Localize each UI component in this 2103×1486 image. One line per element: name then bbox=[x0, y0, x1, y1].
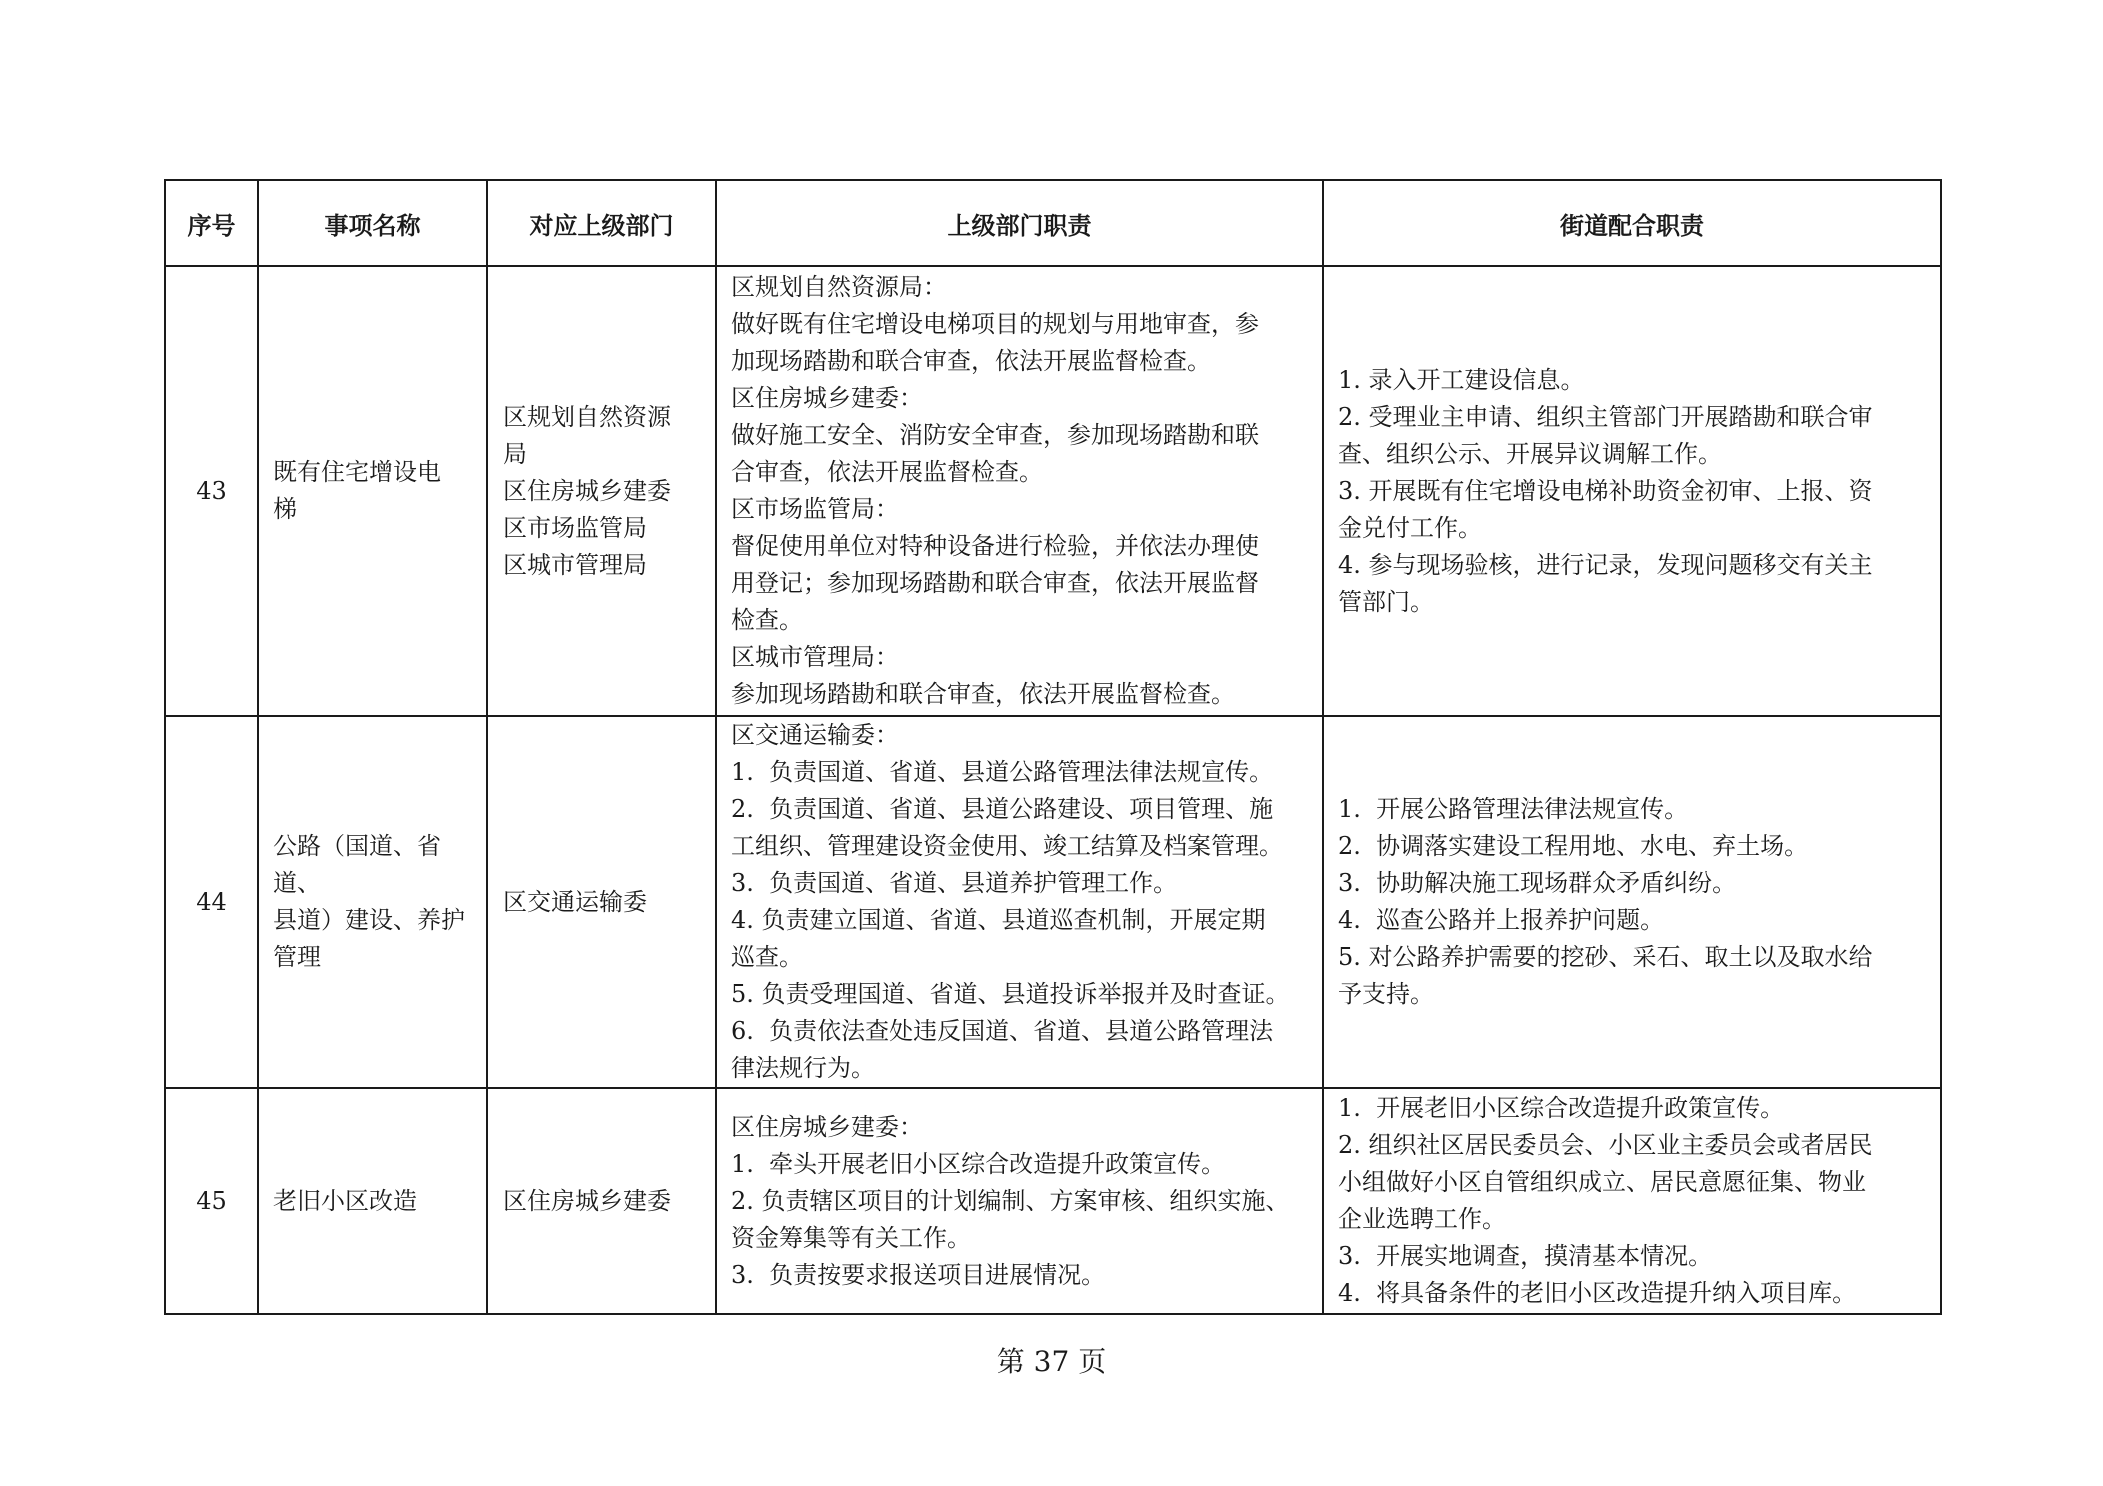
item-name-line: 县道）建设、养护 bbox=[273, 906, 465, 934]
department-cell bbox=[487, 1088, 716, 1314]
duty-line: 1. 负责国道、省道、县道公路管理法律法规宣传。 bbox=[731, 758, 1274, 786]
department-line: 区规划自然资源 bbox=[503, 402, 671, 431]
duty-line: 巡查。 bbox=[731, 943, 803, 971]
page-number: 第 37 页 bbox=[996, 1345, 1107, 1378]
duty-line: 5. 负责受理国道、省道、县道投诉举报并及时查证。 bbox=[731, 980, 1290, 1008]
item-name-line: 公路（国道、省道、 bbox=[273, 832, 441, 897]
duty-line: 区规划自然资源局： bbox=[731, 273, 947, 301]
department-line: 区交通运输委 bbox=[503, 887, 647, 916]
duty-line: 检查。 bbox=[731, 606, 803, 634]
duty-line: 区住房城乡建委： bbox=[731, 1112, 923, 1141]
street-duty-line: 2. 受理业主申请、组织主管部门开展踏勘和联合审 bbox=[1338, 402, 1873, 431]
street-duty-line: 3. 开展实地调查，摸清基本情况。 bbox=[1338, 1242, 1713, 1270]
department-cell bbox=[487, 266, 716, 716]
department-duties-cell bbox=[716, 266, 1323, 716]
street-duties-cell bbox=[1323, 266, 1941, 716]
duty-line: 区住房城乡建委： bbox=[731, 384, 923, 412]
duty-line: 2. 负责国道、省道、县道公路建设、项目管理、施 bbox=[731, 795, 1274, 823]
duty-line: 督促使用单位对特种设备进行检验，并依法办理使 bbox=[731, 532, 1259, 560]
header-street-duties: 街道配合职责 bbox=[1323, 180, 1941, 266]
street-duty-line: 5. 对公路养护需要的挖砂、采石、取土以及取水给 bbox=[1338, 943, 1873, 971]
duty-table bbox=[164, 179, 1942, 1315]
street-duty-line: 1. 开展公路管理法律法规宣传。 bbox=[1338, 795, 1689, 823]
street-duty-line: 金兑付工作。 bbox=[1338, 513, 1482, 542]
street-duty-line: 小组做好小区自管组织成立、居民意愿征集、物业 bbox=[1338, 1168, 1866, 1196]
header-serial-number: 序号 bbox=[165, 180, 258, 266]
table-row bbox=[165, 266, 1941, 716]
duty-line: 6. 负责依法查处违反国道、省道、县道公路管理法 bbox=[731, 1017, 1274, 1045]
street-duty-line: 企业选聘工作。 bbox=[1338, 1205, 1506, 1233]
duty-line: 工组织、管理建设资金使用、竣工结算及档案管理。 bbox=[731, 832, 1283, 860]
department-duties-cell bbox=[716, 1088, 1323, 1314]
department-line: 区市场监管局 bbox=[503, 513, 647, 542]
row-number: 43 bbox=[165, 266, 258, 716]
header-superior-department: 对应上级部门 bbox=[487, 180, 716, 266]
header-department-duties: 上级部门职责 bbox=[716, 180, 1323, 266]
row-number: 45 bbox=[165, 1088, 258, 1314]
duty-line: 合审查，依法开展监督检查。 bbox=[731, 458, 1043, 486]
duty-line: 1. 牵头开展老旧小区综合改造提升政策宣传。 bbox=[731, 1149, 1226, 1178]
duty-line: 区城市管理局： bbox=[731, 643, 899, 671]
table-header-row bbox=[165, 180, 1941, 266]
duty-line: 用登记；参加现场踏勘和联合审查，依法开展监督 bbox=[731, 569, 1259, 597]
item-name-line: 老旧小区改造 bbox=[273, 1186, 417, 1215]
street-duty-line: 3. 协助解决施工现场群众矛盾纠纷。 bbox=[1338, 869, 1737, 897]
item-name-line: 梯 bbox=[273, 495, 297, 523]
duty-line: 区交通运输委： bbox=[731, 721, 899, 749]
street-duty-line: 予支持。 bbox=[1338, 980, 1434, 1008]
street-duties-cell bbox=[1323, 1088, 1941, 1314]
street-duty-line: 1. 录入开工建设信息。 bbox=[1338, 365, 1585, 394]
department-cell bbox=[487, 716, 716, 1088]
duty-line: 4. 负责建立国道、省道、县道巡查机制，开展定期 bbox=[731, 906, 1266, 934]
duty-line: 2. 负责辖区项目的计划编制、方案审核、组织实施、 bbox=[731, 1186, 1290, 1215]
street-duty-line: 3. 开展既有住宅增设电梯补助资金初审、上报、资 bbox=[1338, 476, 1873, 505]
item-name-cell bbox=[258, 266, 487, 716]
street-duty-line: 1. 开展老旧小区综合改造提升政策宣传。 bbox=[1338, 1094, 1785, 1122]
duty-line: 3. 负责按要求报送项目进展情况。 bbox=[731, 1260, 1106, 1289]
item-name-line: 管理 bbox=[273, 943, 321, 971]
duty-line: 加现场踏勘和联合审查，依法开展监督检查。 bbox=[731, 347, 1211, 375]
duty-line: 区市场监管局： bbox=[731, 495, 899, 523]
item-name-cell bbox=[258, 716, 487, 1088]
street-duty-line: 查、组织公示、开展异议调解工作。 bbox=[1338, 439, 1722, 468]
street-duty-line: 管部门。 bbox=[1338, 587, 1434, 616]
street-duties-cell bbox=[1323, 716, 1941, 1088]
row-number: 44 bbox=[165, 716, 258, 1088]
header-item-name: 事项名称 bbox=[258, 180, 487, 266]
duty-line: 参加现场踏勘和联合审查，依法开展监督检查。 bbox=[731, 680, 1235, 708]
department-line: 区城市管理局 bbox=[503, 550, 647, 579]
item-name-line: 既有住宅增设电 bbox=[273, 458, 441, 486]
table-row bbox=[165, 1088, 1941, 1314]
street-duty-line: 4. 参与现场验核，进行记录，发现问题移交有关主 bbox=[1338, 550, 1873, 579]
duty-table-container bbox=[164, 179, 1940, 1315]
department-line: 局 bbox=[503, 439, 527, 468]
item-name-cell bbox=[258, 1088, 487, 1314]
street-duty-line: 4. 将具备条件的老旧小区改造提升纳入项目库。 bbox=[1338, 1279, 1857, 1307]
duty-line: 做好既有住宅增设电梯项目的规划与用地审查，参 bbox=[731, 310, 1259, 338]
table-row bbox=[165, 716, 1941, 1088]
duty-line: 律法规行为。 bbox=[731, 1054, 875, 1082]
street-duty-line: 4. 巡查公路并上报养护问题。 bbox=[1338, 906, 1665, 934]
department-line: 区住房城乡建委 bbox=[503, 476, 671, 505]
street-duty-line: 2. 组织社区居民委员会、小区业主委员会或者居民 bbox=[1338, 1131, 1873, 1159]
street-duty-line: 2. 协调落实建设工程用地、水电、弃土场。 bbox=[1338, 832, 1809, 860]
duty-line: 资金筹集等有关工作。 bbox=[731, 1223, 971, 1252]
department-line: 区住房城乡建委 bbox=[503, 1186, 671, 1215]
department-duties-cell bbox=[716, 716, 1323, 1088]
duty-line: 3. 负责国道、省道、县道养护管理工作。 bbox=[731, 869, 1178, 897]
duty-line: 做好施工安全、消防安全审查，参加现场踏勘和联 bbox=[731, 421, 1259, 449]
